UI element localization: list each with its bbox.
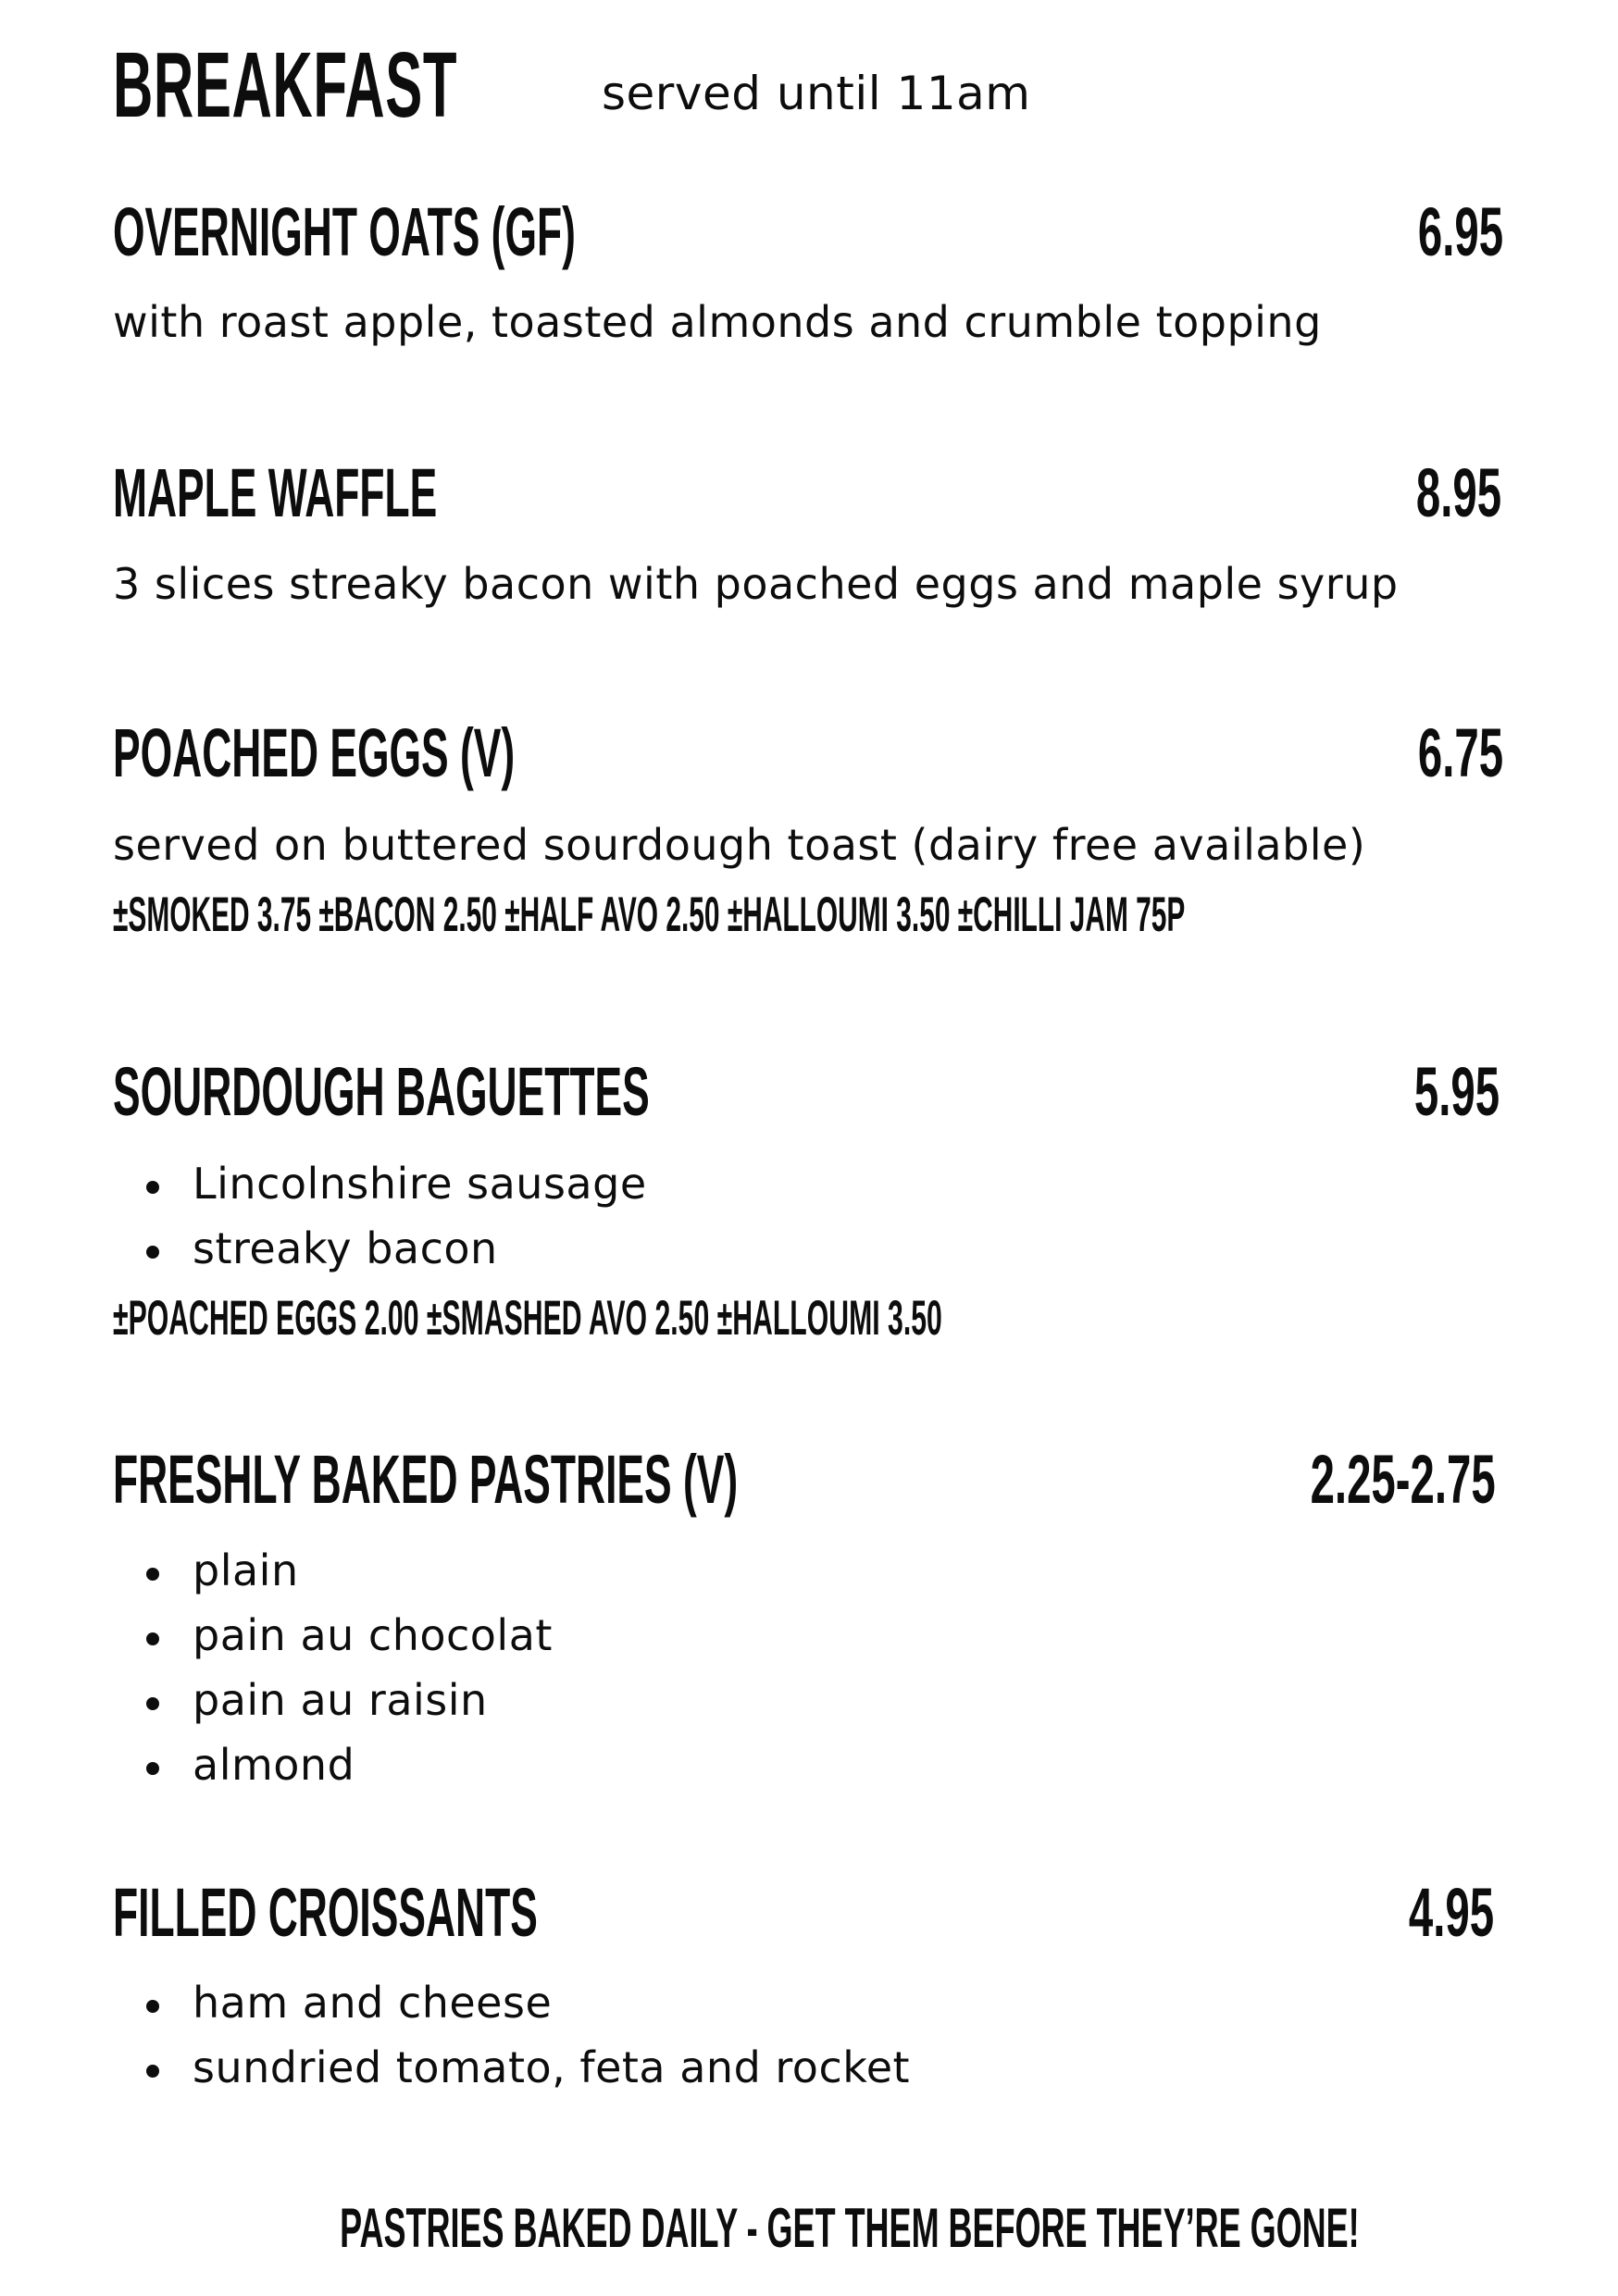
option-item: pain au raisin bbox=[113, 1679, 553, 1744]
item-options bbox=[113, 1545, 553, 1808]
footer-note-wrap bbox=[0, 2197, 1618, 2259]
item-price-wrap bbox=[1206, 1441, 1496, 1518]
service-hours: served until 11am bbox=[602, 67, 1031, 120]
item-name: FRESHLY BAKED PASTRIES (V) bbox=[113, 1441, 739, 1518]
item-options bbox=[113, 1159, 647, 1292]
item-price-wrap bbox=[1370, 714, 1503, 791]
item-name-wrap bbox=[113, 1053, 1007, 1130]
item-description: served on buttered sourdough toast (dairy free available) bbox=[113, 820, 1366, 870]
item-extras: ±SMOKED 3.75 ±BACON 2.50 ±HALF AVO 2.50 ±HALLOUMI 3.50 ±CHILLI JAM 75P bbox=[113, 887, 1186, 942]
item-name-wrap bbox=[113, 193, 884, 270]
item-name: OVERNIGHT OATS (GF) bbox=[113, 193, 576, 270]
footer-note: PASTRIES BAKED DAILY - GET THEM BEFORE THEY’RE GONE! bbox=[340, 2197, 1360, 2259]
item-price-wrap bbox=[1361, 1874, 1494, 1951]
item-name: FILLED CROISSANTS bbox=[113, 1874, 538, 1951]
item-price-wrap bbox=[1368, 454, 1501, 531]
item-extras-wrap bbox=[113, 1291, 1568, 1346]
item-price: 6.75 bbox=[1417, 714, 1503, 791]
item-description: 3 slices streaky bacon with poached eggs and maple syrup bbox=[113, 559, 1399, 609]
item-name-wrap bbox=[113, 714, 783, 791]
item-name-wrap bbox=[113, 1874, 821, 1951]
item-price: 5.95 bbox=[1413, 1053, 1500, 1130]
item-name: POACHED EGGS (V) bbox=[113, 714, 516, 791]
menu-title: BREAKFAST bbox=[113, 33, 458, 137]
option-item: ham and cheese bbox=[113, 1981, 910, 2046]
item-name: SOURDOUGH BAGUETTES bbox=[113, 1053, 650, 1130]
item-name-wrap bbox=[113, 1441, 1154, 1518]
item-extras: ±POACHED EGGS 2.00 ±SMASHED AVO 2.50 ±HALLOUMI 3.50 bbox=[113, 1291, 942, 1346]
option-item: almond bbox=[113, 1744, 553, 1808]
item-price: 8.95 bbox=[1415, 454, 1501, 531]
item-name-wrap bbox=[113, 454, 653, 531]
item-name: MAPLE WAFFLE bbox=[113, 454, 438, 531]
item-price: 6.95 bbox=[1417, 193, 1503, 270]
item-price-wrap bbox=[1370, 193, 1503, 270]
option-item: Lincolnshire sausage bbox=[113, 1162, 647, 1227]
option-item: pain au chocolat bbox=[113, 1614, 553, 1679]
item-extras-wrap bbox=[113, 887, 1618, 942]
option-item: plain bbox=[113, 1549, 553, 1614]
item-options bbox=[113, 1978, 911, 2111]
item-description: with roast apple, toasted almonds and crumble topping bbox=[113, 297, 1322, 347]
option-item: sundried tomato, feta and rocket bbox=[113, 2046, 910, 2111]
item-price: 2.25-2.75 bbox=[1310, 1441, 1496, 1518]
item-price: 4.95 bbox=[1408, 1874, 1494, 1951]
item-price-wrap bbox=[1366, 1053, 1500, 1130]
option-item: streaky bacon bbox=[113, 1227, 647, 1292]
